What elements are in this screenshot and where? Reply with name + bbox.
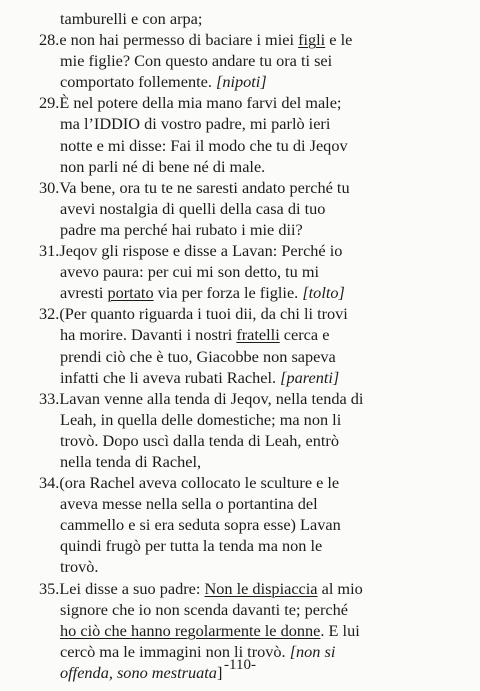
- text-line: [60, 556, 460, 577]
- text-segment: Leah, in quella delle domestiche; ma non li: [60, 409, 342, 429]
- text-segment: infatti che li aveva rubati Rachel.: [60, 367, 281, 387]
- text-line: [60, 430, 460, 451]
- text-line: [60, 324, 460, 345]
- text-line: [60, 346, 460, 367]
- text-segment: padre ma perché hai rubato i mie dii?: [60, 219, 303, 239]
- text-segment: Jeqov gli rispose e disse a Lavan: Perché io: [59, 241, 343, 261]
- verse-text: [39, 8, 460, 683]
- underlined-text: figli: [298, 30, 326, 50]
- text-segment: non parli né di bene né di male.: [60, 156, 266, 176]
- text-segment: avresti: [60, 283, 108, 303]
- underlined-text: portato: [107, 283, 154, 303]
- text-segment: e non hai permesso di baciare i miei: [59, 30, 299, 50]
- text-line: [60, 71, 460, 92]
- text-segment: prendi ciò che è tuo, Giacobbe non sapeva: [60, 346, 336, 366]
- text-line: [60, 8, 460, 29]
- text-segment: cammello e si era seduta sopra esse) Lavan: [60, 515, 341, 535]
- text-segment: cerca e: [279, 325, 330, 345]
- text-segment: via per forza le figlie.: [153, 283, 303, 303]
- text-segment: tamburelli e con arpa;: [60, 9, 203, 28]
- text-line: [60, 493, 460, 514]
- italic-note: [tolto]: [302, 283, 345, 303]
- text-segment: trovò. Dopo uscì dalla tenda di Leah, entrò: [60, 430, 339, 450]
- verse-number: 30.: [39, 177, 60, 197]
- text-line: [60, 514, 460, 535]
- verse-number: 35.: [39, 578, 60, 598]
- underlined-text: Non le dispiaccia: [204, 578, 318, 598]
- text-segment: nella tenda di Rachel,: [60, 451, 202, 471]
- text-segment: notte e mi disse: Fai il modo che tu di Jeqov: [60, 135, 348, 155]
- text-line: [60, 409, 460, 430]
- text-line: [60, 451, 460, 472]
- text-line: [60, 367, 460, 388]
- verse-number: 32.: [39, 304, 60, 324]
- text-segment: e le: [325, 30, 353, 50]
- text-line: [39, 388, 460, 409]
- text-segment: ha morire. Davanti i nostri: [60, 325, 237, 345]
- underlined-text: fratelli: [236, 325, 280, 345]
- verse-number: 34.: [39, 473, 60, 493]
- text-line: [60, 198, 460, 219]
- text-line: [39, 472, 460, 493]
- text-segment: Va bene, ora tu te ne saresti andato perché tu: [59, 177, 350, 197]
- italic-note: offenda, sono mestruata: [60, 662, 217, 682]
- text-line: [60, 261, 460, 282]
- italic-note: [non si: [289, 641, 336, 661]
- text-line: [60, 156, 460, 177]
- text-line: [39, 578, 460, 599]
- text-line: [60, 282, 460, 303]
- text-line: [39, 240, 460, 261]
- text-segment: comportato follemente.: [60, 72, 216, 92]
- text-segment: mie figlie? Con questo andare tu ora ti sei: [60, 51, 333, 71]
- text-segment: cercò ma le immagini non li trovò.: [60, 641, 290, 661]
- text-segment: avevo paura: per cui mi son detto, tu mi: [60, 262, 320, 282]
- text-segment: trovò.: [60, 557, 99, 577]
- text-segment: aveva messe nella sella o portantina del: [60, 494, 318, 514]
- text-segment: signore che io non scenda davanti te; perché: [60, 599, 348, 619]
- text-segment: Lavan venne alla tenda di Jeqov, nella tenda di: [59, 388, 364, 408]
- text-segment: ]: [216, 662, 223, 682]
- text-segment: È nel potere della mia mano farvi del male;: [59, 93, 342, 113]
- text-segment: quindi frugò per tutta la tenda ma non le: [60, 536, 323, 556]
- italic-note: [parenti]: [280, 367, 340, 387]
- text-line: [60, 620, 460, 641]
- text-line: [39, 92, 460, 113]
- page-number: -110-: [224, 657, 256, 673]
- text-segment: ma l’IDDIO di vostro padre, mi parlò ieri: [60, 114, 331, 134]
- italic-note: [nipoti]: [215, 72, 267, 92]
- underlined-text: ho ciò che hanno regolarmente le donne: [60, 620, 321, 640]
- text-line: [60, 113, 460, 134]
- text-line: [39, 177, 460, 198]
- text-segment: Lei disse a suo padre:: [59, 578, 205, 598]
- text-line: [60, 135, 460, 156]
- text-segment: . E lui: [320, 620, 360, 640]
- text-line: [60, 535, 460, 556]
- text-line: [60, 50, 460, 71]
- text-line: [39, 303, 460, 324]
- text-line: [39, 29, 460, 50]
- verse-number: 31.: [39, 241, 60, 261]
- verse-number: 33.: [39, 388, 60, 408]
- verse-number: 29.: [39, 93, 60, 113]
- text-line: [60, 599, 460, 620]
- text-segment: avevi nostalgia di quelli della casa di tuo: [60, 198, 326, 218]
- text-line: [60, 219, 460, 240]
- text-segment: (ora Rachel aveva collocato le sculture e le: [59, 473, 340, 493]
- text-segment: al mio: [317, 578, 363, 598]
- verse-number: 28.: [39, 30, 60, 50]
- text-segment: (Per quanto riguarda i tuoi dii, da chi li trovi: [59, 304, 348, 324]
